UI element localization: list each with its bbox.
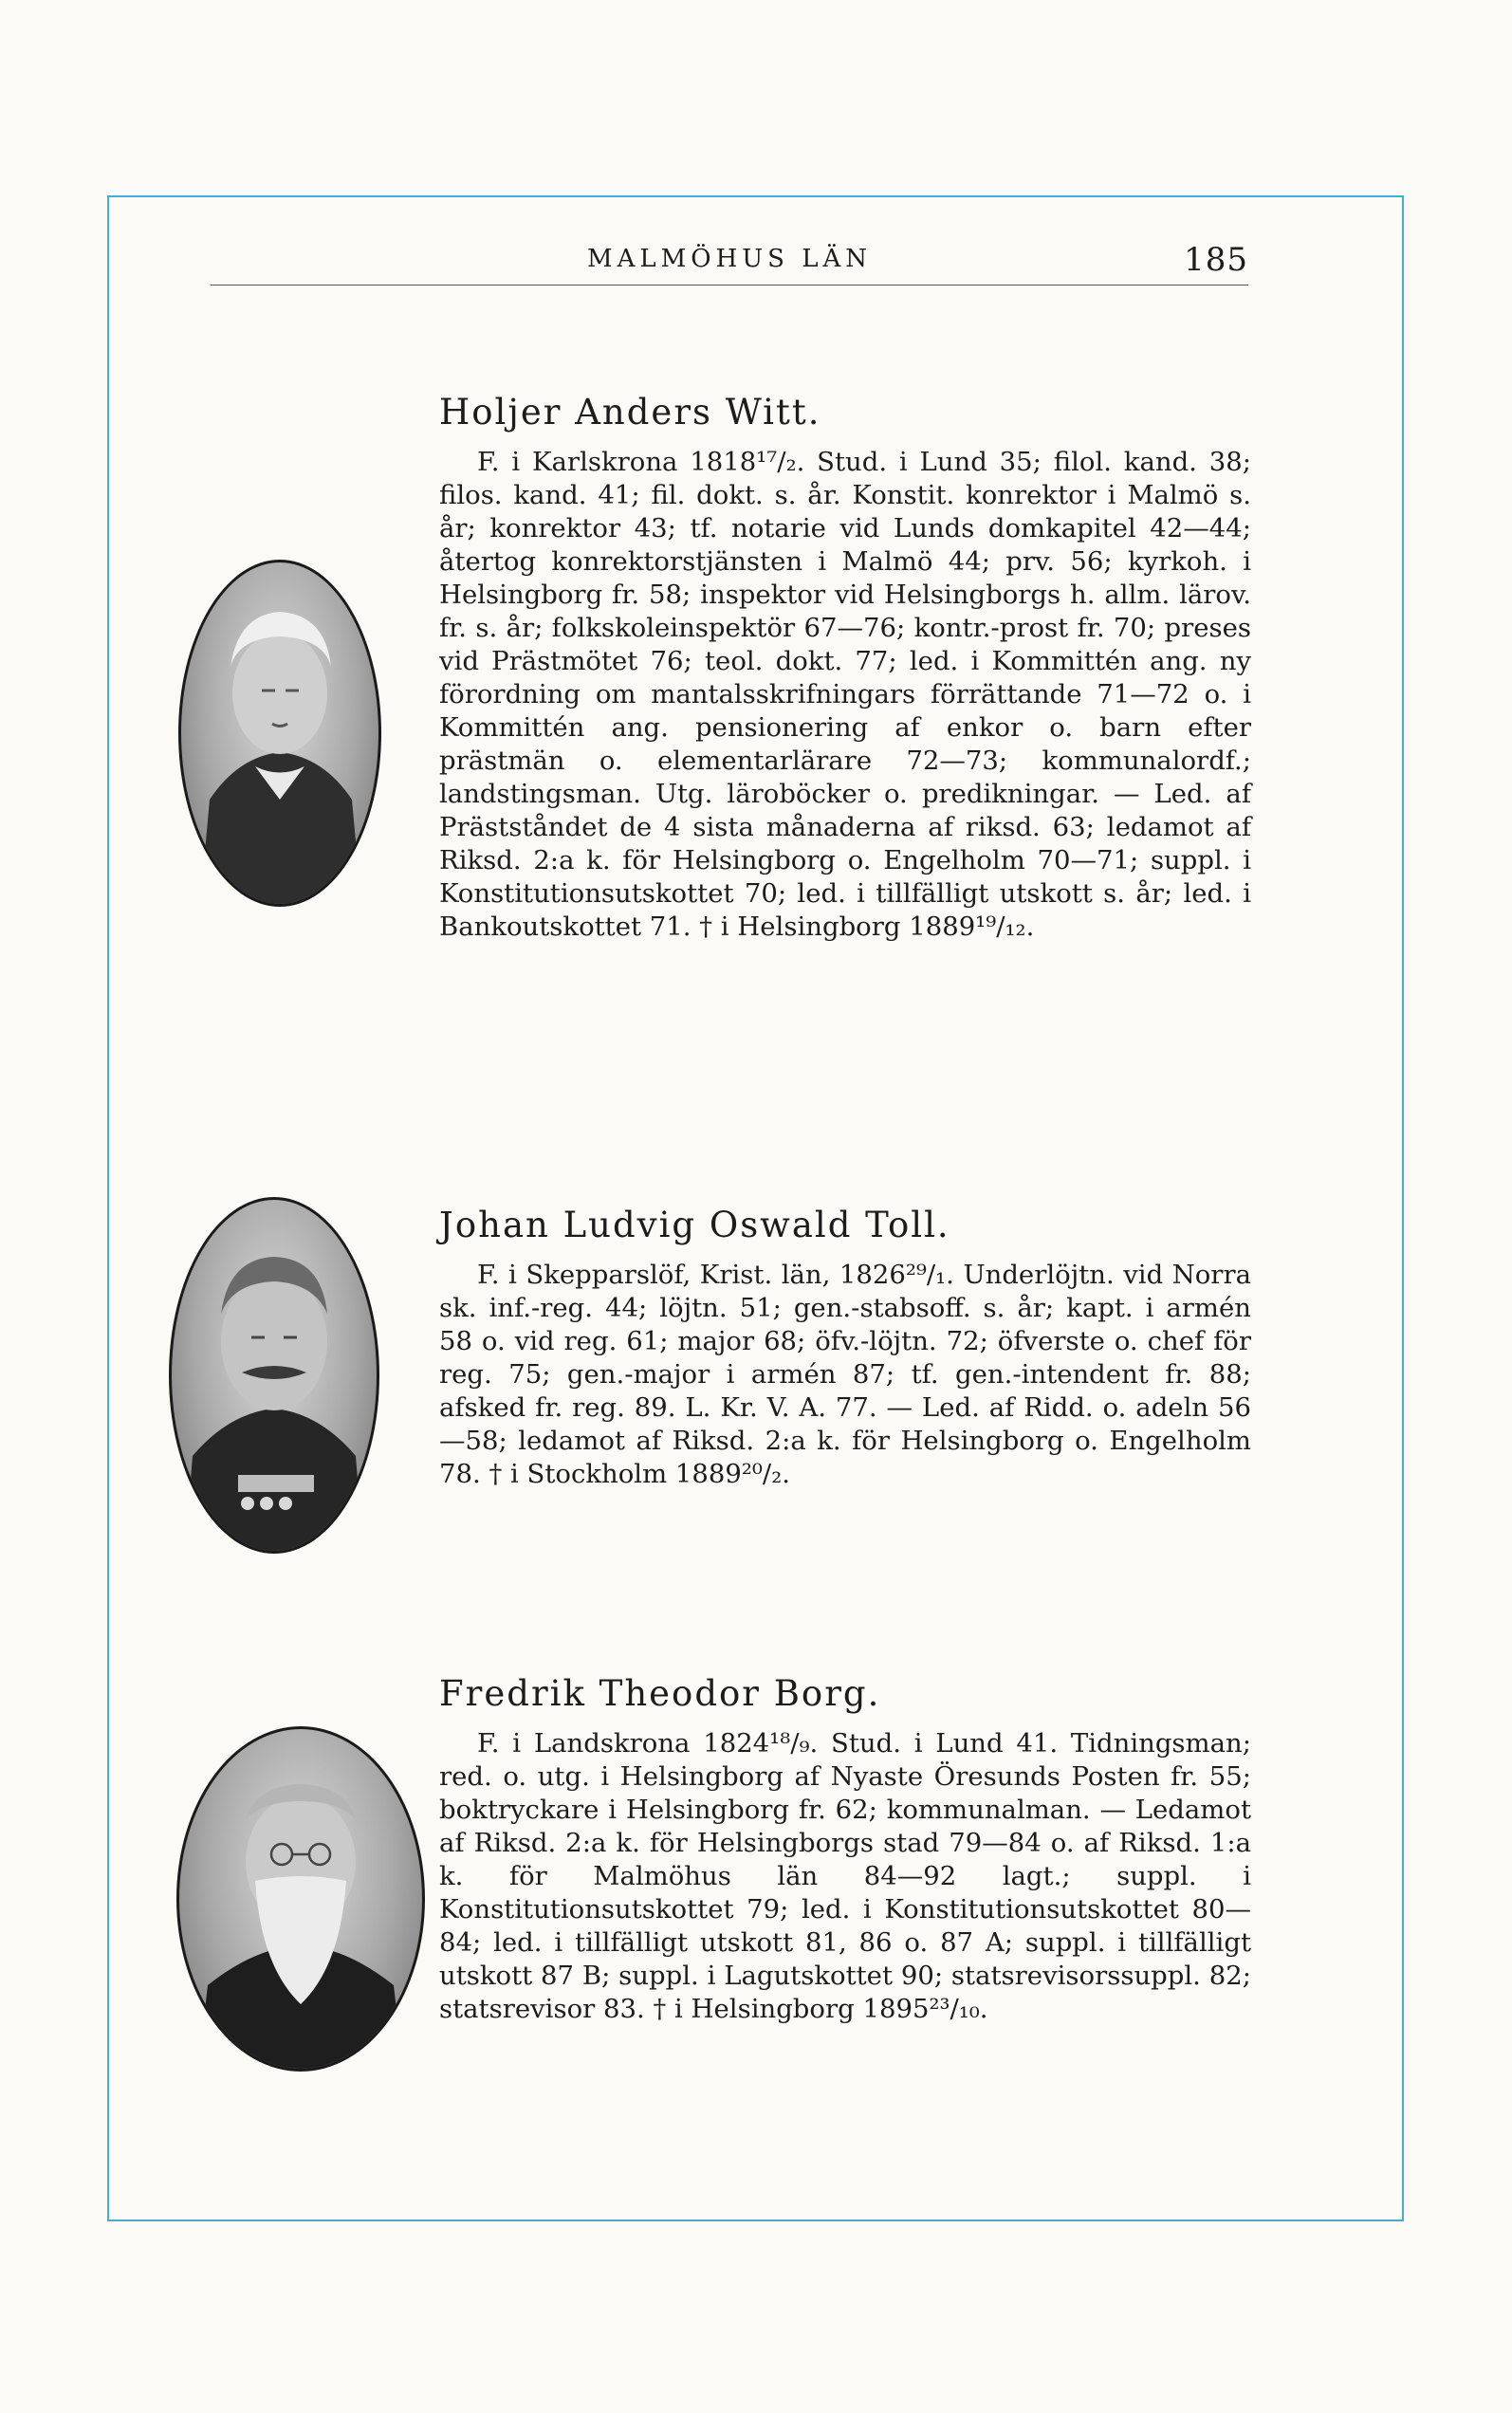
entry-text: [439, 1727, 1251, 2026]
entry-name: Holjer Anders Witt.: [439, 392, 821, 433]
entry-name: Fredrik Theodor Borg.: [439, 1673, 881, 1714]
header-title: MALMÖHUS LÄN: [586, 245, 873, 273]
entry-body: F. i Karlskrona 1818¹⁷/₂. Stud. i Lund 35; filol. kand. 38; filos. kand. 41; fil. dokt. s. år. Konstit. konrektor i Malmö s. år; konrektor 43; tf. notarie vid Lunds domkapitel 42—44; återtog konrektorstjänsten i Malmö 44; prv. 56; kyrkoh. i Helsingborg fr. 58; inspektor vid Helsingborgs h. allm. lärov. fr. s. år; folkskoleinspektör 67—76; kontr.-prost fr. 70; preses vid Prästmötet 76; teol. dokt. 77; led. i Kommittén ang. ny förordning om mantalsskrifningars förrättande 71—72 o. i Kommittén ang. pensionering af enkor o. barn efter prästmän o. elementarlärare 72—73; kommunalordf.; landstingsman. Utg. läroböcker o. predikningar. — Led. af Prästståndet de 4 sista månaderna af riksd. 63; ledamot af Riksd. 2:a k. för Helsingborg o. Engelholm 70—71; suppl. i Konstitutionsutskottet 70; led. i tillfälligt utskott s. år; led. i Bankoutskottet 71. † i Helsingborg 1889¹⁹/₁₂.: [439, 447, 1251, 942]
entry-body: F. i Landskrona 1824¹⁸/₉. Stud. i Lund 41. Tidningsman; red. o. utg. i Helsingborg af Nyaste Öresunds Posten fr. 55; boktryckare i Helsingborg fr. 62; kommunalman. — Ledamot af Riksd. 2:a k. för Helsingborgs stad 79—84 o. af Riksd. 1:a k. för Malmöhus län 84—92 lagt.; suppl. i Konstitutionsutskottet 79; led. i Konstitutionsutskottet 80—84; led. i tillfälligt utskott 81, 86 o. 87 A; suppl. i tillfälligt utskott 87 B; suppl. i Lagutskottet 90; statsrevisorssuppl. 82; statsrevisor 83. † i Helsingborg 1895²³/₁₀.: [439, 1728, 1251, 2024]
portrait-witt: [178, 560, 381, 907]
biography-entry: [439, 1205, 1251, 1491]
entry-body: F. i Skepparslöf, Krist. län, 1826²⁹/₁. Underlöjtn. vid Norra sk. inf.-reg. 44; löjtn. 51; gen.-stabsoff. s. år; kapt. i armén 58 o. vid reg. 61; major 68; öfv.-löjtn. 72; öfverste o. chef för reg. 75; gen.-major i armén 87; tf. gen.-intendent fr. 88; afsked fr. reg. 89. L. Kr. V. A. 77. — Led. af Ridd. o. adeln 56 —58; ledamot af Riksd. 2:a k. för Helsingborg o. Engelholm 78. † i Stockholm 1889²⁰/₂.: [439, 1260, 1251, 1489]
header-rule: [211, 285, 1248, 286]
biography-entry: [439, 1673, 1251, 2026]
entry-text: [439, 446, 1251, 944]
biography-entry: [439, 392, 1251, 944]
page-number: 185: [1184, 241, 1248, 279]
portrait-borg: [176, 1726, 425, 2072]
running-header: [211, 241, 1248, 283]
entry-name: Johan Ludvig Oswald Toll.: [439, 1205, 950, 1245]
portrait-toll: [169, 1197, 379, 1554]
entry-text: [439, 1259, 1251, 1491]
